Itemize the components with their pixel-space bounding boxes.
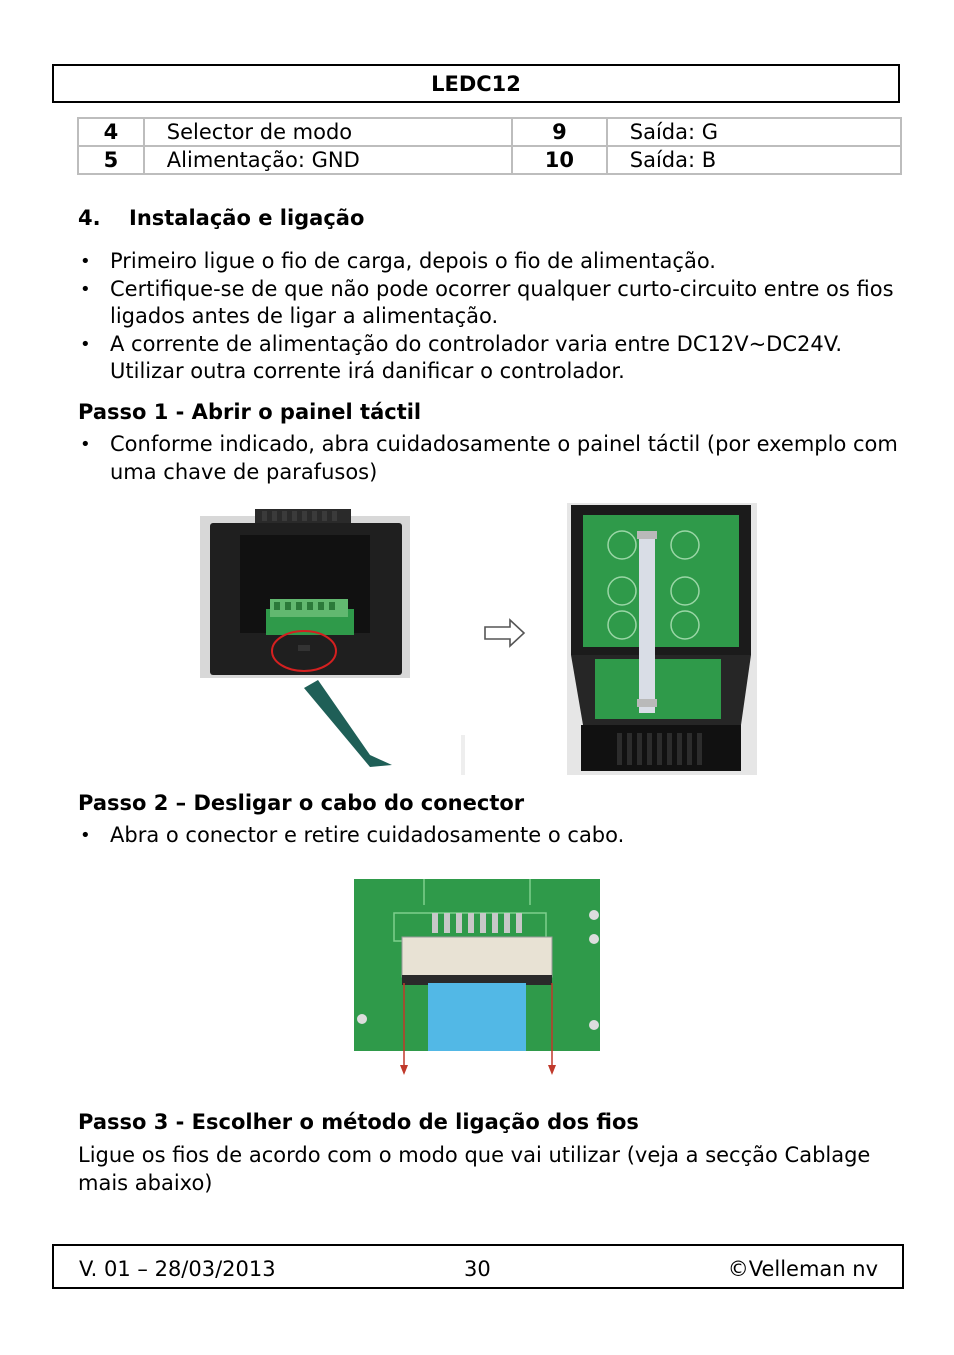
copyright: ©Velleman nv xyxy=(727,1257,878,1281)
section-heading xyxy=(78,206,364,230)
bullet-icon: • xyxy=(80,278,91,300)
list-item: • A corrente de alimentação do controlador varia entre DC12V~DC24V. Utilizar outra corrente irá danificar o controlador. xyxy=(80,331,843,383)
pin-label: Saída: G xyxy=(607,118,901,146)
bullet-icon: • xyxy=(80,333,91,355)
bullet-icon: • xyxy=(80,251,91,272)
pin-label: Alimentação: GND xyxy=(144,146,512,174)
step2-heading: Passo 2 – Desligar o cabo do conector xyxy=(78,791,525,815)
pin-label: Selector de modo xyxy=(144,118,512,146)
page-number: 30 xyxy=(464,1257,491,1281)
right-arrow-icon xyxy=(484,618,526,648)
pin-number: 5 xyxy=(78,146,144,174)
table-row xyxy=(78,146,901,174)
installation-list xyxy=(78,248,898,386)
step3-text: Ligue os fios de acordo com o modo que vai utilizar (veja a secção Cablage mais abaixo) xyxy=(78,1143,871,1195)
step1-heading: Passo 1 - Abrir o painel táctil xyxy=(78,400,422,424)
list-item: • Abra o conector e retire cuidadosamente o cabo. xyxy=(78,822,898,850)
step2-list xyxy=(78,822,898,850)
list-item: • Conforme indicado, abra cuidadosamente o painel táctil (por exemplo com uma chave de parafusos) xyxy=(80,432,898,484)
step1-list xyxy=(78,431,898,486)
pin-number: 9 xyxy=(512,118,607,146)
list-item: • Primeiro ligue o fio de carga, depois o fio de alimentação. xyxy=(78,248,898,276)
version-date: V. 01 – 28/03/2013 xyxy=(79,1257,276,1281)
model-title: LEDC12 xyxy=(431,71,521,96)
document-footer xyxy=(52,1244,904,1289)
table-row xyxy=(78,118,901,146)
pin-label: Saída: B xyxy=(607,146,901,174)
pin-number: 4 xyxy=(78,118,144,146)
document-header xyxy=(52,64,900,103)
section-number: 4. xyxy=(78,206,101,230)
list-item: • Certifique-se de que não pode ocorrer qualquer curto-circuito entre os fios ligados antes de ligar a alimentação. xyxy=(80,276,894,328)
bullet-icon: • xyxy=(80,434,91,455)
bullet-icon: • xyxy=(80,825,91,846)
pin-table xyxy=(77,117,902,175)
photo-open-controller xyxy=(200,505,465,775)
pin-number: 10 xyxy=(512,146,607,174)
photo-connector xyxy=(354,879,600,1079)
step3-heading: Passo 3 - Escolher o método de ligação dos fios xyxy=(78,1110,639,1134)
photo-touch-panel xyxy=(567,503,757,775)
section-title: Instalação e ligação xyxy=(129,206,365,230)
